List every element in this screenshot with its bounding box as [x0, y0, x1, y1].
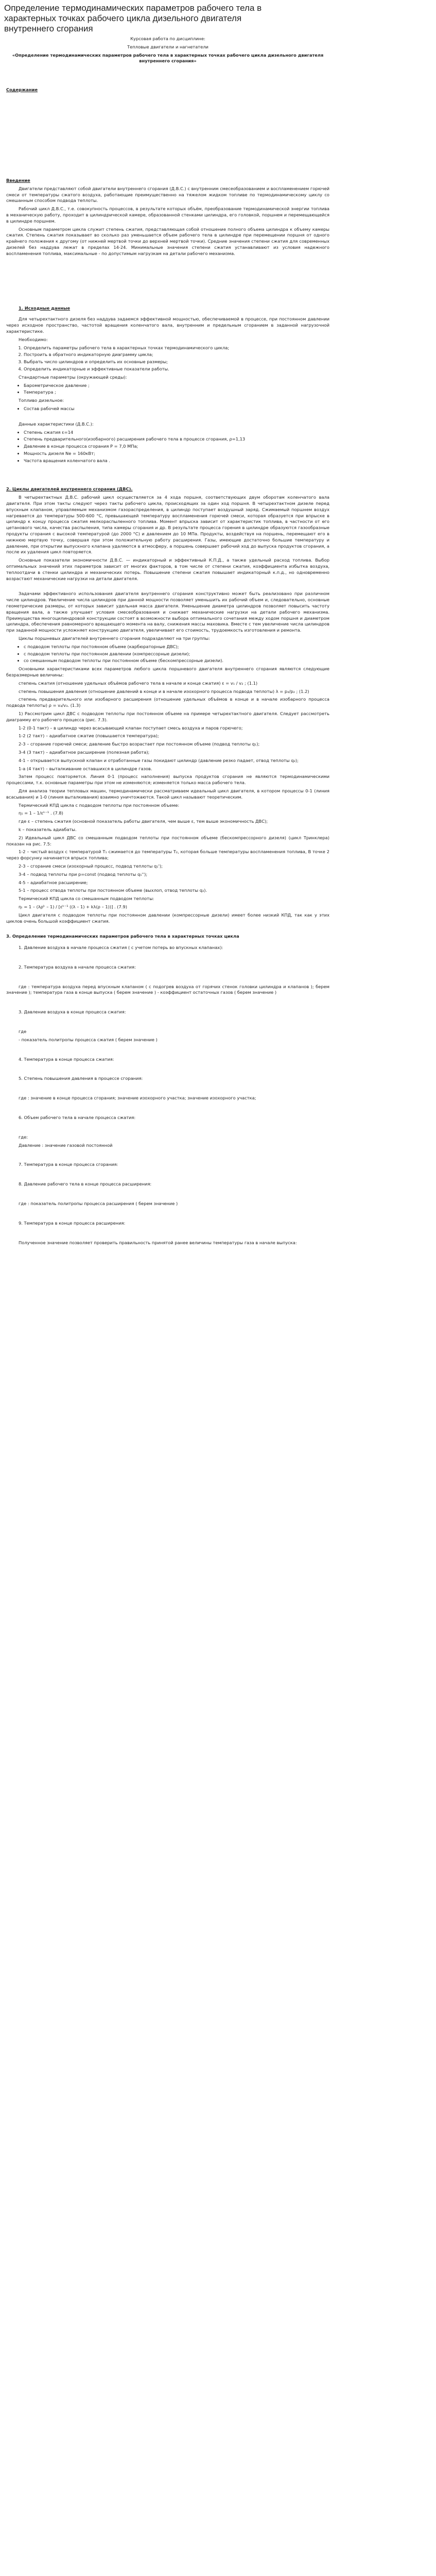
- section2-paragraph: 2) Идеальный цикл ДВС со смешанным подводом теплоты при постоянном объеме (бескомпрессорного дизеля) (цикл Тринклера) показан на рис. 7.5:: [6, 835, 329, 846]
- cycle-item: • с подводом теплоты при постоянном объеме (карбюраторные ДВС);: [24, 644, 329, 650]
- tasks-list: [6, 345, 329, 372]
- section3-item: 9. Температура в конце процесса расширения:: [19, 1220, 126, 1226]
- section1-paragraph: Для четырехтактного дизеля без наддува задаемся эффективной мощностью, обеспечиваемой в процессе, при постоянном давлении через исходное пространство, частотой вращения коленчатого вала, внутренним и предельным сгоранием в заданной нагрузочной характеристике.: [6, 316, 329, 334]
- section2-paragraph: 1-2 – чистый воздух с температурой T₁ сжимается до температуры T₂, которая больше температуры воспламенения топлива, В точке 2 через форсунку начинается впрыск топлива;: [6, 849, 329, 861]
- section2-paragraph: Для анализа теории тепловых машин, термодинамически рассматриваем идеальный цикл двигателя, в котором процессы 0-1 (линия всасывания) и 1-0 (линия выталкивания) взаимно уничтожаются. Такой цикл называют теоретическим.: [6, 788, 329, 800]
- cycle-item: • с подводом теплоты при постоянном давлении (компрессорные дизели);: [24, 651, 329, 657]
- std-item: • Барометрическое давление ;: [24, 383, 329, 389]
- section2-title: 2. Циклы двигателей внутреннего сгорания (ДВС).: [6, 486, 133, 492]
- section3-item: Полученное значение позволяет проверить правильность принятой ранее величины температуры газа в начале выпуска:: [19, 1240, 297, 1245]
- section3-item: где : температура воздуха перед впускным клапаном ( с подогрев воздуха от горячих стенок головки цилиндра и клапанов ); берем значение ); температура газа в конце выпуска ( берем значение ) - коэффициент остаточных газов ( берем значение ): [6, 984, 329, 995]
- given-label: Данные характеристики (Д.В.С.):: [19, 421, 94, 427]
- fuel-list: [6, 406, 329, 412]
- contents-title: Содержание: [6, 87, 38, 93]
- task-item: 2. Построить в обратного индикаторную диаграмму цикла;: [24, 352, 329, 358]
- section2-paragraph: 2-3 – сгорание горючей смеси; давление быстро возрастает при постоянном объеме (подвод теплоты q₁);: [19, 741, 260, 747]
- section2-paragraph: 2-3 – сгорание смеси (изохорный процесс, подвод теплоты q₁');: [19, 863, 163, 869]
- task-item: 4. Определить индикаторные и эффективные показатели работы.: [24, 366, 329, 372]
- section3-title: 3. Определение термодинамических параметров рабочего тела в характерных точках цикла: [6, 934, 239, 939]
- section3-item: 2. Температура воздуха в начале процесса сжатия:: [19, 964, 136, 970]
- intro-paragraph: Двигатели представляют собой двигатели внутреннего сгорания (Д.В.С.) с внутренним смесеобразованием и воспламенением горючей смеси от температуры сжатого воздуха, работающие преимущественно на тяжелом жидком топливе по термодинамическому циклу со смешанным способом подвода теплоты.: [6, 185, 329, 204]
- section3-item: 1. Давление воздуха в начале процесса сжатия ( с учетом потерь во впускных клапанах):: [19, 945, 223, 951]
- section3-item: Давление : значение газовой постоянной: [19, 1142, 113, 1148]
- formula: η₁ = 1 – 1/εᵏ⁻¹ . (7.8): [19, 810, 63, 816]
- task-item: 3. Выбрать число цилиндров и определить их основные размеры;: [24, 359, 329, 365]
- task-item: 1. Определить параметры рабочего тела в характерных точках термодинамического цикла;: [24, 345, 329, 351]
- given-item: • Частота вращения коленчатого вала .: [24, 458, 329, 464]
- section2-paragraph: степень предварительного или изобарного расширения (отношение удельных объёмов в конце и в начале изобарного процесса подвода теплоты) ρ = v₄/v₃. (1.3): [6, 697, 329, 708]
- fuel-item: • Состав рабочей массы: [24, 406, 329, 412]
- cycles-list: [6, 644, 329, 664]
- section2-paragraph: Термический КПД цикла со смешанным подводом теплоты:: [19, 896, 154, 902]
- section2-paragraph: 3-4 – подвод теплоты при p=const (подвод теплоты q₁'');: [19, 871, 148, 877]
- section2-paragraph: Цикл двигателя с подводом теплоты при постоянном давлении (компрессорные дизели) имеет более низкий КПД, так как у этих циклов очень большой коэффициент сжатия.: [6, 912, 329, 924]
- section2-paragraph: степень сжатия (отношение удельных объёмов рабочего тела в начале и конце сжатия) ε = v₁ / v₂ ; (1.1): [19, 680, 258, 686]
- given-item: • Степень предварительного(изобарного) расширения рабочего тела в процессе сгорания, ρ=1,13: [24, 436, 329, 443]
- section2-paragraph: 1) Рассмотрим цикл ДВС с подводом теплоты при постоянном объеме на примере четырехтактного двигателя. Следует рассмотреть диаграмму его рабочего процесса (рис. 7.3).: [6, 710, 329, 722]
- section2-paragraph: Задачами эффективного использования двигателя внутреннего сгорания конструктивно может быть реализовано при различном числе цилиндров. Увеличение числа цилиндров при данной мощности позволяет уменьшить их рабочий объем и, следовательно, основные геометрические размеры, от которых зависит удельная масса двигателя. Уменьшение диаметра цилиндров позволяет повысить частоту вращения вала, а также улучшает условия смесеобразования и снижает механические нагрузки на детали рабочего механизма. Преимущества многоцилиндровой конструкции состоят в возможности выбора оптимального сочетания между ходом поршня и диаметром цилиндра, обеспечения равномерного вращающего момента на валу, снижения массы маховика. Вместе с тем увеличение числа цилиндров при заданной мощности усложняет конструкцию двигателя, увеличивает его стоимость, трудоемкость изготовления и ремонта.: [6, 591, 329, 633]
- section2-paragraph: 1-2 (2 такт) – адиабатное сжатие (повышается температура);: [19, 733, 159, 739]
- formula: ηₜ = 1 – (λρᵏ – 1) / [εᵏ⁻¹ ((λ – 1) + kλ(ρ – 1))] . (7.9): [19, 904, 127, 909]
- document-body: [6, 36, 329, 1248]
- given-item: • Мощность дизеля Ne = 160кВт;: [24, 451, 329, 457]
- section1-title: 1. Исходные данные: [19, 305, 71, 311]
- section3-item: - показатель политропы процесса сжатия ( берем значение ): [19, 1037, 158, 1042]
- section2-paragraph: k – показатель адиабаты.: [19, 826, 77, 832]
- section2-paragraph: степень повышения давления (отношение давлений в конце и в начале изохорного процесса подвода теплоты) λ = p₃/p₂ ; (1.2): [19, 688, 309, 694]
- section3-item: где : значение в конце процесса сгорания; значение изохорного участка; значение изохорного участка;: [19, 1095, 256, 1101]
- std-item: • Температура ;: [24, 389, 329, 396]
- std-list: [6, 383, 329, 396]
- section2-paragraph: Термический КПД цикла с подводом теплоты при постоянном объеме:: [19, 802, 180, 808]
- section2-paragraph: 1-2 (0-1 такт) – в цилиндр через всасывающий клапан поступает смесь воздуха и паров горючего;: [19, 725, 243, 731]
- std-label: Стандартные параметры (окружающей среды):: [19, 374, 127, 380]
- section3-item: где : показатель политропы процесса расширения ( берем значение ): [19, 1201, 178, 1207]
- given-list: [6, 430, 329, 464]
- section3-item: где:: [19, 1134, 28, 1140]
- section2-paragraph: Основными характеристиками всех параметров любого цикла поршневого двигателя внутреннего сгорания являются следующие безразмерные величины:: [6, 666, 329, 677]
- header-line-1: Курсовая работа по дисциплине:: [130, 36, 205, 41]
- header-line-2: Тепловые двигатели и нагнетатели: [127, 44, 208, 49]
- given-item: • Давление в конце процесса сгорания Р = 7,0 МПа;: [24, 444, 329, 450]
- section3-item: 8. Давление рабочего тела в конце процесса расширения:: [19, 1181, 152, 1187]
- section2-paragraph: 5-1 – процесс отвода теплоты при постоянном объеме (выхлоп, отвод теплоты q₂).: [19, 888, 207, 893]
- intro-paragraph: Рабочий цикл Д.В.С., т.е. совокупность процессов, в результате которых объём, преобразование термодинамической энергии топлива в механическую работу, проходит в цилиндрической камере, образованной стенками цилиндра, его головкой, поршнем и перемещающейся в цилиндре поршнем.: [6, 206, 329, 224]
- intro-paragraph: Основным параметром цикла служит степень сжатия, представляющая собой отношение полного объема цилиндра к объему камеры сжатия. Степень сжатия показывает во сколько раз уменьшается объем рабочего тела в цилиндре при перемещении поршня от одного крайнего положения к другому (от нижней мертвой точки до верхней мертвой точки). Средние значения степени сжатия для современных дизелей без наддува лежат в пределах 14-24. Минимальные значения степени сжатия устанавливают из условия надежного воспламенения топлива, максимальные - по допустимым нагрузкам на детали рабочего механизма.: [6, 226, 329, 256]
- section2-paragraph: 4-5 – адиабатное расширение;: [19, 879, 88, 885]
- section3-item: 5. Степень повышения давления в процессе сгорания:: [19, 1076, 143, 1081]
- section2-paragraph: Циклы поршневых двигателей внутреннего сгорания подразделяют на три группы:: [19, 636, 210, 641]
- section3-item: 3. Давление воздуха в конце процесса сжатия:: [19, 1009, 126, 1015]
- section2-paragraph: Затем процесс повторяется. Линия 0-1 (процесс наполнения) выпуска продуктов сгорания не являются термодинамическими процессами, т.к. основные параметры при этом не изменяются; изменяется только масса рабочего тела.: [6, 774, 329, 786]
- header-line-3: «Определение термодинамических параметров рабочего тела в характерных точках рабочего цикла дизельного двигателя внутреннего сгорания»: [12, 52, 324, 64]
- given-item: • Степень сжатия ε=14: [24, 430, 329, 436]
- section2-paragraph: Основные показатели экономичности Д.В.С. — индикаторный и эффективный К.П.Д., а также удельный расход топлива. Выбор оптимальных значений этих параметров зависит от многих факторов, в том числе от степени сжатия, коэффициента избытка воздуха, теплоотдачи в стенки цилиндра и механических потерь. Повышение степени сжатия повышает индикаторный к.п.д., но одновременно возрастают механические нагрузки на детали двигателя.: [6, 557, 329, 581]
- section2-paragraph: В четырехтактных Д.В.С. рабочий цикл осуществляется за 4 хода поршня, соответствующих двум оборотам коленчатого вала двигателя. При этом такты следуют через такты рабочего цикла, происходящих за один ход поршня. В четырехтактном дизеле перед впускным клапаном, управляемым механизмом газораспределения, в цилиндр поступает воздушный заряд. Сжимаемый поршнем воздух нагревается до температуры 500-600 °С, превышающей температуру воспламенения горючей смеси, которая образуется при впрыске в цилиндр к концу процесса сжатия мелкораспыленного топлива. Момент впрыска зависит от характеристик топлива, в частности от его цетанового числа, качества распыления, типа камеры сгорания и др. В результате процесса горения в цилиндре образуются газообразные продукты сгорания с высокой температурой (до 2000 °С) и давлением до 10 МПа. Продукты, воздействуя на поршень, перемещают его в нижнюю мертвую точку, совершая при этом положительную работу расширения. Газы, имеющие достаточно большие температуру и давление, при открытии выпускного клапана удаляются в атмосферу, а поршень совершает рабочий ход до выпуска продуктов сгорания, а после их удаления цикл повторяется.: [6, 495, 329, 555]
- section2-paragraph: 3-4 (3 такт) – адиабатное расширение (полезная работа);: [19, 749, 150, 755]
- fuel-label: Топливо дизельное:: [19, 398, 64, 403]
- section2-paragraph: 4-1 – открывается выпускной клапан и отработанные газы покидают цилиндр (давление резко падает, отвод теплоты q₂);: [19, 757, 299, 763]
- section3-item: где: [19, 1029, 27, 1035]
- cycle-item: • со смешанным подводом теплоты при постоянном объеме (бескомпрессорные дизели).: [24, 658, 329, 664]
- section2-paragraph: где ε – степень сжатия (основной показатель работы двигателя, чем выше ε, тем выше экономичность ДВС);: [19, 819, 268, 824]
- page-title: Определение термодинамических параметров рабочего тела в характерных точках рабочего цикла дизельного двигателя внутреннего сгорания: [4, 3, 262, 33]
- section2-paragraph: 1-а (4 такт) – выталкивание оставшихся в цилиндре газов.: [19, 766, 152, 771]
- section3-item: 6. Объем рабочего тела в начале процесса сжатия:: [19, 1115, 136, 1121]
- tasks-intro: Необходимо:: [19, 336, 48, 342]
- intro-title: Введение: [6, 177, 30, 183]
- section3-item: 7. Температура в конце процесса сгорания:: [19, 1162, 118, 1167]
- section3-item: 4. Температура в конце процесса сжатия:: [19, 1056, 114, 1062]
